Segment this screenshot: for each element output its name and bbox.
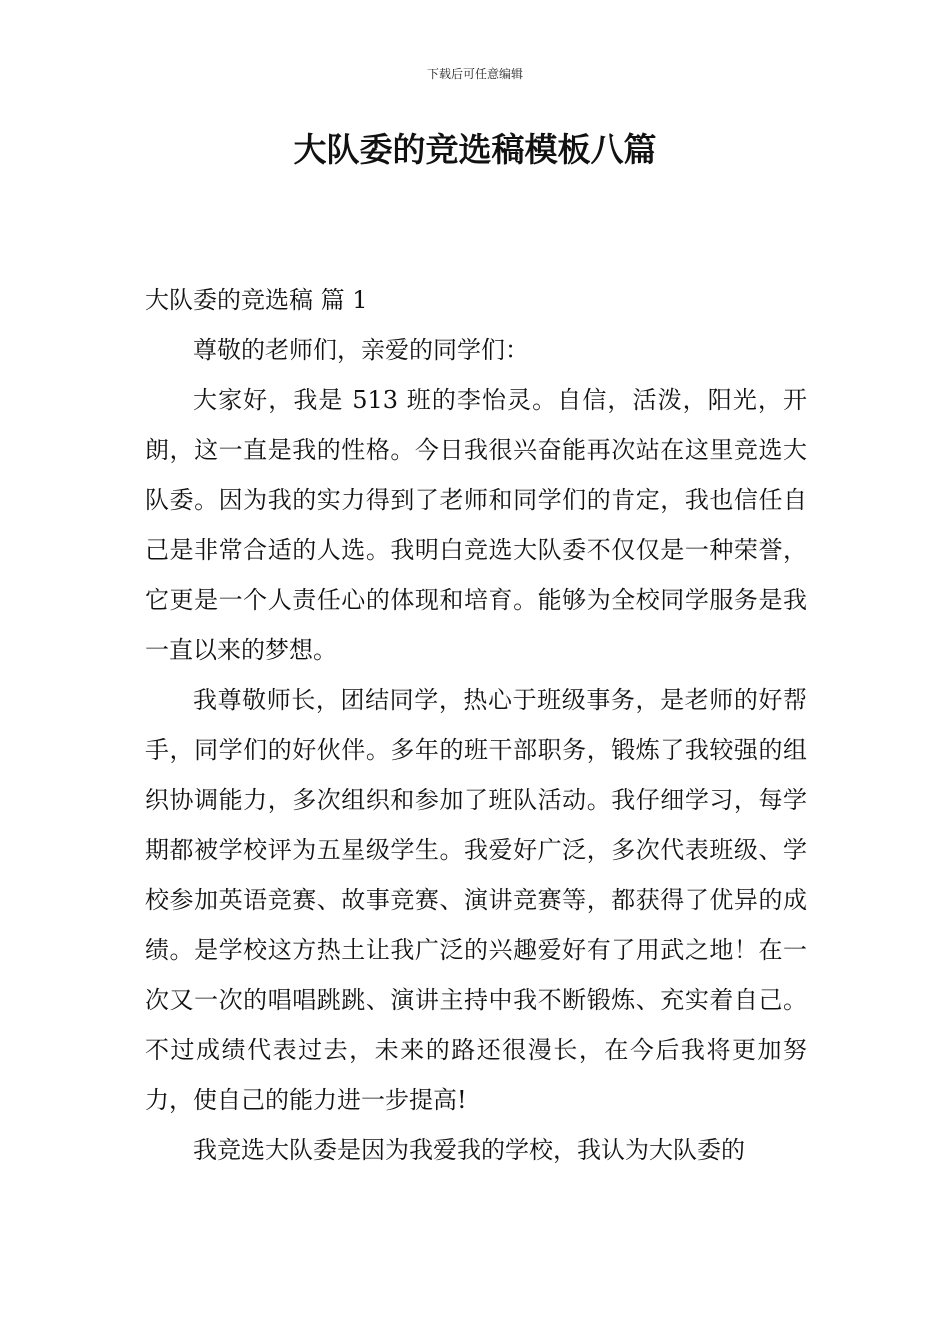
document-title: 大队委的竞选稿模板八篇 <box>293 130 657 169</box>
section-heading: 大队委的竞选稿 篇 1 <box>145 286 368 314</box>
body-paragraph: 我竞选大队委是因为我爱我的学校，我认为大队委的 <box>193 1136 745 1164</box>
body-paragraph: 我尊敬师长，团结同学，热心于班级事务，是老师的好帮手，同学们的好伙伴。多年的班干部职务，锻炼了我较强的组织协调能力，多次组织和参加了班队活动。我仔细学习，每学期都被学校评为五星级学生。我爱好广泛，多次代表班级、学校参加英语竞赛、故事竞赛、演讲竞赛等，都获得了优异的成绩。是学校这方热土让我广泛的兴趣爱好有了用武之地！在一次又一次的唱唱跳跳、演讲主持中我不断锻炼、充实着自己。不过成绩代表过去，未来的路还很漫长，在今后我将更加努力，使自己的能力进一步提高! <box>145 686 807 1114</box>
header-note: 下载后可任意编辑 <box>426 67 523 81</box>
body-paragraph: 大家好，我是 513 班的李怡灵。自信，活泼，阳光，开朗，这一直是我的性格。今日我很兴奋能再次站在这里竞选大队委。因为我的实力得到了老师和同学们的肯定，我也信任自己是非常合适的人选。我明白竞选大队委不仅仅是一种荣誉，它更是一个人责任心的体现和培育。能够为全校同学服务是我一直以来的梦想。 <box>145 386 807 664</box>
greeting-paragraph: 尊敬的老师们，亲爱的同学们： <box>193 336 529 364</box>
document-body <box>145 275 807 1175</box>
